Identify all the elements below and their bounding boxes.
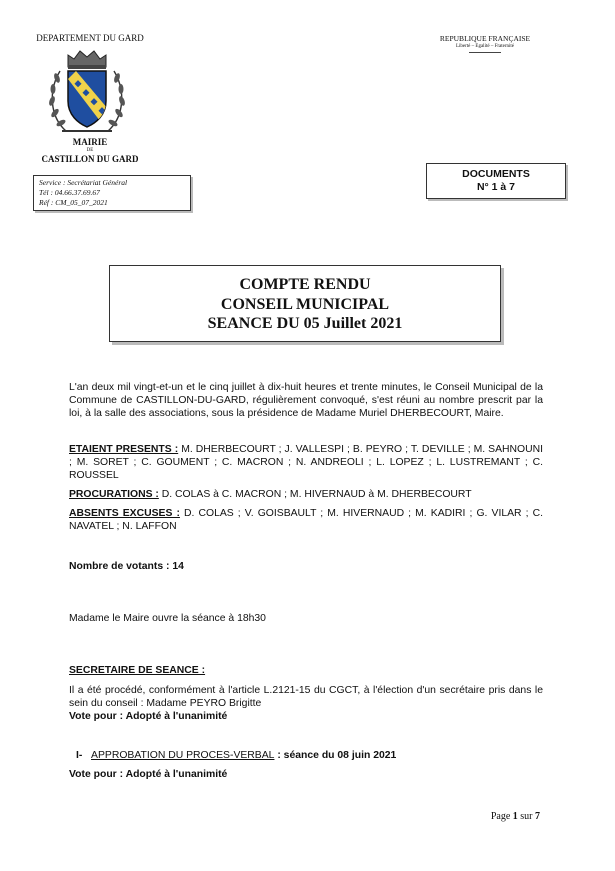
reference-line: Réf : CM_05_07_2021 [39,198,108,207]
title-line-3: SEANCE DU 05 Juillet 2021 [207,315,403,332]
documents-range: N° 1 à 7 [476,181,516,193]
secretaire-text: Il a été procédé, conformément à l'article L.2121-15 du CGCT, à l'élection d'un secrétaire pris dans le sein du conseil : Madame PEYRO Brigitte [69,685,543,709]
procurations-paragraph [69,488,543,501]
presents-paragraph [69,443,543,482]
republic-header [415,34,555,53]
section-1-heading [76,749,546,762]
section-1-date: : séance du 08 juin 2021 [274,750,397,761]
service-line: Service : Secrétariat Général [39,178,128,187]
secretaire-section [69,664,543,723]
procurations-label: PROCURATIONS : [69,489,159,500]
department-label: DEPARTEMENT DU GARD [36,33,144,43]
page-label: Page [490,811,511,822]
title-box [109,265,501,342]
absents-paragraph [69,507,543,533]
page-current: 1 [512,811,518,822]
procurations-list: D. COLAS à C. MACRON ; M. HIVERNAUD à M. DHERBECOURT [158,489,472,500]
absents-list: D. COLAS ; V. GOISBAULT ; M. HIVERNAUD ; M. KADIRI ; G. VILAR ; C. NAVATEL ; N. LAFFON [69,508,543,532]
secretaire-heading: SECRETAIRE DE SEANCE : [69,665,206,676]
intro-paragraph: L'an deux mil vingt-et-un et le cinq juillet à dix-huit heures et trente minutes, le Conseil Municipal de la Commune de CASTILLON-DU-GARD, régulièrement convoqué, s'est réuni au nombre prescrit par la loi, à la salle des associations, sous la présidence de Madame Muriel DHERBECOURT, Maire. [69,382,543,419]
mairie-de-label: DE [86,148,94,153]
votants-count: Nombre de votants : 14 [69,561,184,572]
page-total: 7 [535,811,540,822]
phone-line: Tél : 04.66.37.69.67 [39,188,100,197]
presents-label: ETAIENT PRESENTS : [69,444,179,455]
opening-statement: Madame le Maire ouvre la séance à 18h30 [69,613,266,624]
documents-box [426,163,566,199]
section-1-title: APPROBATION DU PROCES-VERBAL [91,750,275,761]
republic-divider [469,52,501,53]
republic-label: REPUBLIQUE FRANÇAISE [439,34,531,43]
secretaire-vote: Vote pour : Adopté à l'unanimité [69,711,228,722]
absents-label: ABSENTS EXCUSES : [69,508,180,519]
republic-motto: Liberté – Egalité – Fraternité [455,44,515,49]
mairie-block [34,137,146,164]
town-label: CASTILLON DU GARD [41,154,139,164]
section-1-vote: Vote pour : Adopté à l'unanimité [69,769,228,780]
presents-list: M. DHERBECOURT ; J. VALLESPI ; B. PEYRO ; T. DEVILLE ; M. SAHNOUNI ; M. SORET ; C. GOUMENT ; C. MACRON ; N. ANDREOLI ; L. LOPEZ ; L. LUSTREMANT ; C. ROUSSEL [69,444,544,481]
service-info-box [33,175,191,211]
section-1-number: I- [76,750,83,761]
town-coat-of-arms [46,45,128,137]
page-number [470,811,540,822]
title-line-2: CONSEIL MUNICIPAL [220,295,390,313]
documents-label: DOCUMENTS [462,168,530,180]
title-line-1: COMPTE RENDU [239,276,371,293]
page-sur: sur [520,811,533,822]
mairie-label: MAIRIE [72,137,108,147]
